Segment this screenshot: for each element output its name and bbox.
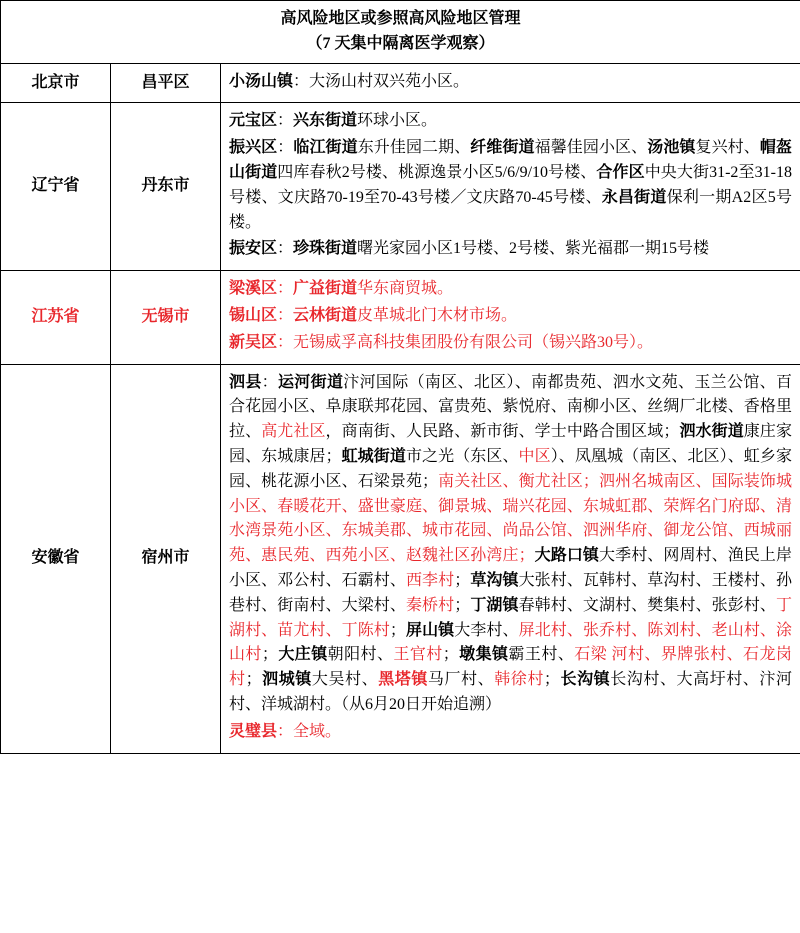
detail-segment: 王官村 [393, 646, 443, 664]
province-cell: 辽宁省 [1, 103, 111, 271]
detail-segment: ： [277, 112, 294, 130]
detail-segment: 大吴村、 [311, 671, 379, 689]
detail-segment: 马厂村、 [427, 671, 495, 689]
detail-segment: 保利一期A2区5号楼。 [229, 188, 792, 231]
detail-segment: 霸王村、 [508, 646, 575, 664]
table-title-line-2: （7 天集中隔离医学观察） [306, 34, 495, 52]
detail-segment: 韩徐村 [494, 671, 544, 689]
detail-cell [221, 63, 800, 103]
detail-segment: 秦桥村 [405, 596, 455, 614]
province-cell: 江苏省 [1, 271, 111, 364]
city-cell: 昌平区 [111, 63, 221, 103]
detail-segment: ； [454, 596, 471, 614]
detail-segment: 永昌街道 [601, 188, 667, 206]
detail-segment: 虹城街道 [341, 447, 406, 465]
detail-segment: 长沟村、大高圩村、汴河村、洋城湖村。（从6月20日开始追溯） [229, 671, 792, 713]
detail-segment: 石梁 河村、界牌张村、石龙岗村 [229, 646, 792, 689]
detail-segment: 新吴区 [229, 333, 278, 351]
detail-paragraph [229, 70, 792, 95]
detail-segment: 临江街道 [293, 139, 358, 157]
detail-segment: ； [245, 671, 262, 689]
detail-segment: ； [389, 621, 406, 639]
detail-segment: 纤维街道 [470, 139, 535, 157]
detail-segment: 丁湖村、苗尤村、丁陈村 [229, 596, 792, 639]
detail-segment: 屏北村、张乔村、陈刘村、老山村、涂山村 [229, 621, 792, 664]
province-cell: 安徽省 [1, 364, 111, 753]
detail-segment: 华东商贸城。 [357, 280, 454, 298]
detail-segment: 锡山区 [229, 306, 278, 324]
detail-segment: 曙光家园小区1号楼、2号楼、紫光福郡一期15号楼 [357, 240, 710, 258]
detail-segment: 黑塔镇 [378, 671, 428, 689]
province-cell: 北京市 [1, 63, 111, 103]
detail-segment: ： [277, 280, 294, 298]
detail-segment: 市之光（东区、 [405, 447, 519, 465]
detail-segment: ： [277, 240, 294, 258]
detail-cell [221, 103, 800, 271]
detail-segment: 元宝区 [229, 112, 278, 130]
detail-segment: 无锡威孚高科技集团股份有限公司（锡兴路30号）。 [293, 333, 654, 351]
city-cell: 宿州市 [111, 364, 221, 753]
detail-paragraph [229, 109, 792, 134]
detail-segment: 帽盔山街道 [229, 139, 792, 181]
detail-segment: 大路口镇 [534, 547, 600, 565]
detail-segment: ； [543, 671, 560, 689]
detail-segment: 云林街道 [293, 306, 358, 324]
detail-segment: 广益街道 [293, 280, 358, 298]
table-title-cell [1, 1, 800, 64]
detail-segment: 东升佳园二期、 [357, 139, 471, 157]
detail-segment: ； [261, 646, 278, 664]
detail-paragraph [229, 304, 792, 329]
detail-segment: 合作区 [596, 163, 645, 181]
detail-segment: 高尤社区 [261, 423, 326, 441]
detail-segment: ，商南街、人民路、新市街、学士中路合围区域； [325, 423, 680, 441]
detail-segment: ； [454, 571, 471, 589]
detail-paragraph [229, 237, 792, 262]
detail-segment: 四库春秋2号楼、桃源逸景小区5/6/9/10号楼、 [277, 163, 597, 181]
detail-paragraph [229, 720, 792, 745]
detail-segment: 灵璧县 [229, 722, 278, 740]
detail-segment: 春韩村、文湖村、樊集村、张彭村、 [518, 596, 776, 614]
detail-cell [221, 364, 800, 753]
detail-segment: 大张村、瓦韩村、草沟村、王楼村、孙巷村、街南村、大梁村、 [229, 571, 792, 614]
detail-paragraph [229, 277, 792, 302]
detail-segment: 中央大街31-2至31-18号楼、文庆路70-19至70-43号楼／文庆路70-45号楼、 [229, 163, 792, 206]
detail-segment: ：大汤山村双兴苑小区。 [293, 72, 470, 90]
detail-cell [221, 271, 800, 364]
table-title-line-1: 高风险地区或参照高风险地区管理 [280, 10, 521, 27]
table-title-row [1, 1, 800, 64]
detail-paragraph [229, 331, 792, 356]
detail-segment: ： [277, 333, 294, 351]
detail-segment: 运河街道 [277, 373, 344, 391]
detail-segment: 梁溪区 [229, 280, 278, 298]
detail-segment: 康庄家园、东城康居； [229, 423, 792, 465]
detail-segment: 墩集镇 [458, 646, 509, 664]
table-body [1, 1, 800, 754]
table-row [1, 63, 800, 103]
detail-paragraph [229, 371, 792, 718]
detail-segment: ： [261, 373, 278, 391]
detail-segment: 泗城镇 [261, 671, 312, 689]
detail-segment: 大季村、网周村、渔民上岸小区、邓公村、石霸村、 [229, 547, 792, 589]
detail-segment: 南关社区、衡尤社区；泗州名城南区、国际装饰城小区、春暖花开、盛世豪庭、御景城、瑞兴花园、东城虹郡、荣辉名门府邸、清水湾景苑小区、东城美郡、城市花园、尚品公馆、泗洲华府、御龙公馆、西城丽苑、惠民苑、西苑小区、赵魏社区孙湾庄； [229, 472, 792, 565]
detail-segment: 丁湖镇 [470, 596, 519, 614]
detail-segment: ：全域。 [277, 722, 342, 740]
detail-segment: ； [442, 646, 459, 664]
detail-segment: 大庄镇 [277, 646, 328, 664]
detail-segment: ： [277, 306, 294, 324]
detail-segment: 小汤山镇 [229, 72, 294, 90]
detail-segment: 大李村、 [454, 621, 519, 639]
detail-segment: 汴河国际（南区、北区）、南都贵苑、泗水文苑、玉兰公馆、百合花园小区、阜康联邦花园、富贵苑、紫悦府、南柳小区、丝绸厂北楼、香格里拉、 [229, 373, 792, 441]
detail-segment: 环球小区。 [357, 112, 438, 130]
detail-paragraph [229, 136, 792, 235]
table-row [1, 364, 800, 753]
detail-segment: 草沟镇 [470, 571, 519, 589]
detail-segment: 屏山镇 [405, 621, 455, 639]
city-cell: 无锡市 [111, 271, 221, 364]
detail-segment: 西李村 [405, 571, 455, 589]
detail-segment: 泗县 [229, 373, 262, 391]
detail-segment: 泗水街道 [679, 423, 744, 441]
detail-segment: 振兴区 [229, 139, 278, 157]
detail-segment: 汤池镇 [647, 139, 696, 157]
table-row [1, 271, 800, 364]
detail-segment: 福馨佳园小区、 [534, 139, 648, 157]
detail-segment: 兴东街道 [293, 112, 358, 130]
detail-segment: 复兴村、 [695, 139, 760, 157]
detail-segment: 长沟镇 [559, 671, 611, 689]
city-cell: 丹东市 [111, 103, 221, 271]
detail-segment: 振安区 [229, 240, 278, 258]
table-row [1, 103, 800, 271]
detail-segment: ： [277, 139, 294, 157]
detail-segment: ）、凤凰城（南区、北区）、虹乡家园、桃花源小区、石梁景苑； [229, 447, 792, 490]
detail-segment: 皮革城北门木材市场。 [357, 306, 518, 324]
detail-segment: 朝阳村、 [327, 646, 394, 664]
detail-segment: 中区 [518, 447, 551, 465]
detail-segment: 珍珠街道 [293, 240, 358, 258]
